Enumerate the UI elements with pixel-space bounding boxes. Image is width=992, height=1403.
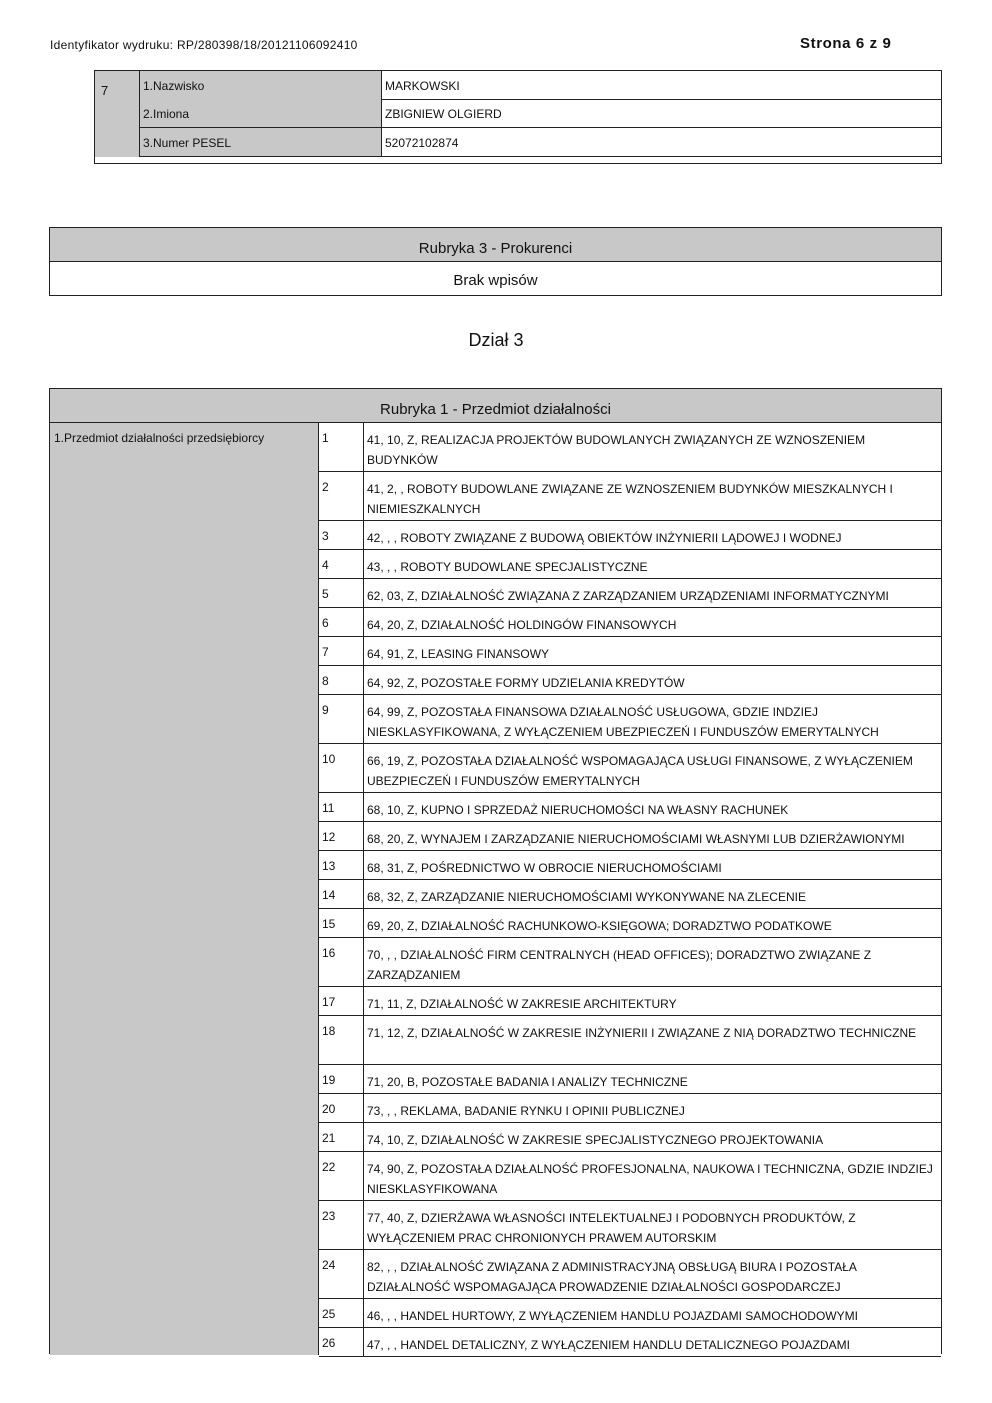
activity-number: 25 [319, 1299, 364, 1327]
activity-row [319, 472, 941, 521]
activity-text: 43, , , ROBOTY BUDOWLANE SPECJALISTYCZNE [367, 560, 648, 574]
activity-row [319, 579, 941, 608]
activity-text: 74, 90, Z, POZOSTAŁA DZIAŁALNOŚĆ PROFESJONALNA, NAUKOWA I TECHNICZNA, GDZIE INDZIEJ NIESKLASYFIKOWANA [367, 1162, 933, 1196]
person-row [140, 99, 942, 128]
activity-text: 68, 20, Z, WYNAJEM I ZARZĄDZANIE NIERUCHOMOŚCIAMI WŁASNYMI LUB DZIERŻAWIONYMI [367, 832, 905, 846]
activity-text: 82, , , DZIAŁALNOŚĆ ZWIĄZANA Z ADMINISTRACYJNĄ OBSŁUGĄ BIURA I POZOSTAŁA DZIAŁALNOŚĆ WSPOMAGAJĄCA PROWADZENIE DZIAŁALNOŚCI GOSPODARCZEJ [367, 1260, 857, 1294]
activity-row [319, 1299, 941, 1328]
activity-number: 18 [319, 1016, 364, 1064]
rubryka-3-table [49, 227, 942, 296]
field-value: 52072102874 [385, 136, 459, 150]
activity-number: 21 [319, 1123, 364, 1151]
activity-number: 11 [319, 793, 364, 821]
activity-row [319, 1065, 941, 1094]
activity-row [319, 550, 941, 579]
activity-row [319, 1152, 941, 1201]
activity-number: 20 [319, 1094, 364, 1122]
rubryka-3-body: Brak wpisów [453, 272, 538, 289]
activity-text: 68, 10, Z, KUPNO I SPRZEDAŻ NIERUCHOMOŚCI NA WŁASNY RACHUNEK [367, 803, 789, 817]
activity-row [319, 1123, 941, 1152]
rubryka-3-title: Rubryka 3 - Prokurenci [50, 228, 941, 262]
activity-number: 13 [319, 851, 364, 879]
field-label: 3.Numer PESEL [140, 128, 382, 156]
activity-text: 64, 91, Z, LEASING FINANSOWY [367, 647, 550, 661]
activity-number: 9 [319, 695, 364, 743]
activity-text: 71, 20, B, POZOSTAŁE BADANIA I ANALIZY TECHNICZNE [367, 1075, 688, 1089]
activity-row [319, 909, 941, 938]
activity-number: 1 [319, 423, 364, 471]
field-value: MARKOWSKI [385, 79, 460, 93]
field-label: 2.Imiona [140, 99, 382, 127]
activity-row [319, 637, 941, 666]
activity-list [319, 423, 941, 1357]
person-row [140, 128, 942, 157]
activity-row [319, 987, 941, 1016]
activity-row [319, 851, 941, 880]
activity-row [319, 938, 941, 987]
activity-text: 46, , , HANDEL HURTOWY, Z WYŁĄCZENIEM HANDLU POJAZDAMI SAMOCHODOWYMI [367, 1309, 858, 1323]
activity-text: 71, 11, Z, DZIAŁALNOŚĆ W ZAKRESIE ARCHITEKTURY [367, 997, 677, 1011]
left-label: 1.Przedmiot działalności przedsiębiorcy [54, 431, 265, 445]
activity-number: 14 [319, 880, 364, 908]
rubryka-1-table [49, 388, 942, 1354]
person-table [94, 70, 942, 164]
section-title: Dział 3 [468, 330, 524, 350]
activity-number: 8 [319, 666, 364, 694]
activity-text: 64, 92, Z, POZOSTAŁE FORMY UDZIELANIA KREDYTÓW [367, 676, 685, 690]
activity-number: 15 [319, 909, 364, 937]
activity-row [319, 608, 941, 637]
activity-number: 4 [319, 550, 364, 578]
activity-number: 3 [319, 521, 364, 549]
activity-row [319, 1094, 941, 1123]
activity-row [319, 1201, 941, 1250]
activity-text: 68, 31, Z, POŚREDNICTWO W OBROCIE NIERUCHOMOŚCIAMI [367, 861, 722, 875]
activity-number: 24 [319, 1250, 364, 1298]
activity-row [319, 695, 941, 744]
activity-text: 73, , , REKLAMA, BADANIE RYNKU I OPINII PUBLICZNEJ [367, 1104, 685, 1118]
rubryka-1-title: Rubryka 1 - Przedmiot działalności [50, 389, 941, 423]
person-row [140, 71, 942, 100]
field-label: 1.Nazwisko [140, 71, 382, 99]
person-number: 7 [95, 71, 140, 157]
activity-text: 71, 12, Z, DZIAŁALNOŚĆ W ZAKRESIE INŻYNIERII I ZWIĄZANE Z NIĄ DORADZTWO TECHNICZNE [367, 1026, 917, 1040]
rubryka-1-left-column [50, 423, 319, 1355]
activity-number: 10 [319, 744, 364, 792]
page-number: Strona 6 z 9 [800, 35, 892, 52]
activity-number: 2 [319, 472, 364, 520]
activity-text: 77, 40, Z, DZIERŻAWA WŁASNOŚCI INTELEKTUALNEJ I PODOBNYCH PRODUKTÓW, Z WYŁĄCZENIEM PRAC CHRONIONYCH PRAWEM AUTORSKIM [367, 1211, 856, 1245]
activity-text: 70, , , DZIAŁALNOŚĆ FIRM CENTRALNYCH (HEAD OFFICES); DORADZTWO ZWIĄZANE Z ZARZĄDZANIEM [367, 948, 872, 982]
activity-text: 62, 03, Z, DZIAŁALNOŚĆ ZWIĄZANA Z ZARZĄDZANIEM URZĄDZENIAMI INFORMATYCZNYMI [367, 589, 889, 603]
activity-number: 6 [319, 608, 364, 636]
activity-text: 41, 2, , ROBOTY BUDOWLANE ZWIĄZANE ZE WZNOSZENIEM BUDYNKÓW MIESZKALNYCH I NIEMIESZKALNYCH [367, 482, 893, 516]
activity-number: 22 [319, 1152, 364, 1200]
print-identifier: Identyfikator wydruku: RP/280398/18/20121106092410 [50, 38, 358, 52]
activity-text: 69, 20, Z, DZIAŁALNOŚĆ RACHUNKOWO-KSIĘGOWA; DORADZTWO PODATKOWE [367, 919, 832, 933]
activity-number: 17 [319, 987, 364, 1015]
activity-row [319, 880, 941, 909]
activity-row [319, 744, 941, 793]
activity-number: 12 [319, 822, 364, 850]
activity-text: 64, 99, Z, POZOSTAŁA FINANSOWA DZIAŁALNOŚĆ USŁUGOWA, GDZIE INDZIEJ NIESKLASYFIKOWANA, Z WYŁĄCZENIEM UBEZPIECZEŃ I FUNDUSZÓW EMERYTALNYCH [367, 705, 879, 739]
activity-row [319, 423, 941, 472]
activity-text: 47, , , HANDEL DETALICZNY, Z WYŁĄCZENIEM HANDLU DETALICZNEGO POJAZDAMI [367, 1338, 850, 1352]
activity-row [319, 521, 941, 550]
activity-row [319, 1016, 941, 1065]
activity-number: 16 [319, 938, 364, 986]
activity-number: 26 [319, 1328, 364, 1356]
activity-text: 74, 10, Z, DZIAŁALNOŚĆ W ZAKRESIE SPECJALISTYCZNEGO PROJEKTOWANIA [367, 1133, 824, 1147]
activity-number: 23 [319, 1201, 364, 1249]
activity-row [319, 666, 941, 695]
activity-text: 68, 32, Z, ZARZĄDZANIE NIERUCHOMOŚCIAMI WYKONYWANE NA ZLECENIE [367, 890, 806, 904]
activity-number: 5 [319, 579, 364, 607]
activity-row [319, 793, 941, 822]
activity-text: 64, 20, Z, DZIAŁALNOŚĆ HOLDINGÓW FINANSOWYCH [367, 618, 677, 632]
activity-row [319, 1328, 941, 1357]
activity-number: 7 [319, 637, 364, 665]
activity-text: 41, 10, Z, REALIZACJA PROJEKTÓW BUDOWLANYCH ZWIĄZANYCH ZE WZNOSZENIEM BUDYNKÓW [367, 433, 866, 467]
activity-number: 19 [319, 1065, 364, 1093]
activity-text: 66, 19, Z, POZOSTAŁA DZIAŁALNOŚĆ WSPOMAGAJĄCA USŁUGI FINANSOWE, Z WYŁĄCZENIEM UBEZPIECZEŃ I FUNDUSZÓW EMERYTALNYCH [367, 754, 913, 788]
activity-row [319, 1250, 941, 1299]
activity-text: 42, , , ROBOTY ZWIĄZANE Z BUDOWĄ OBIEKTÓW INŻYNIERII LĄDOWEJ I WODNEJ [367, 531, 842, 545]
activity-row [319, 822, 941, 851]
field-value: ZBIGNIEW OLGIERD [385, 107, 502, 121]
